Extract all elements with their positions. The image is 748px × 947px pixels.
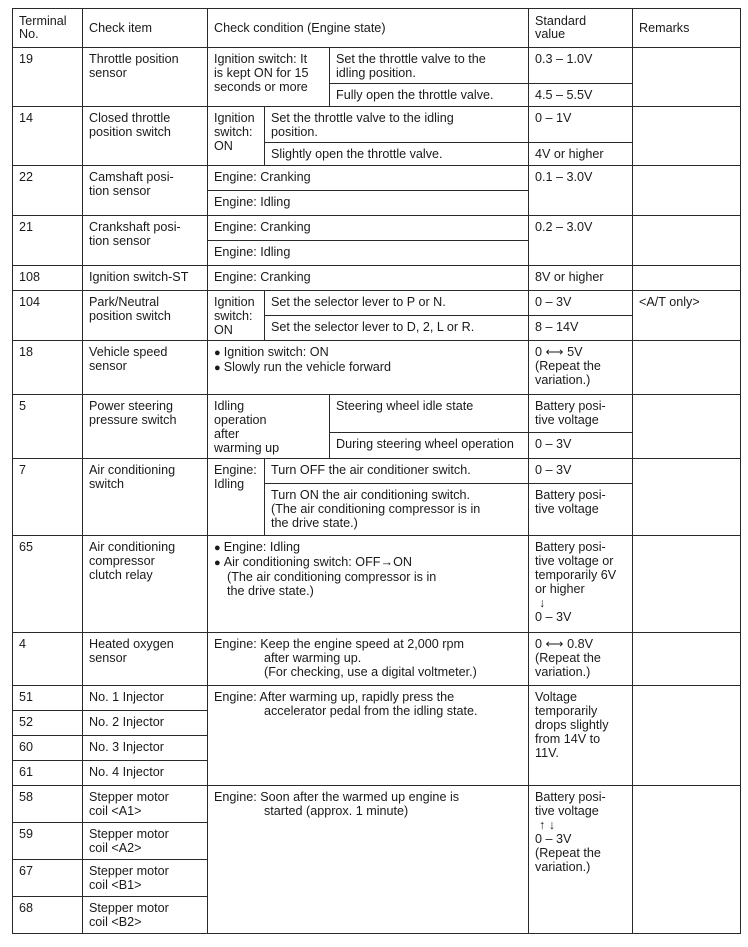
standard-value: 4.5 – 5.5V <box>529 84 633 107</box>
check-item: No. 2 Injector <box>83 711 208 736</box>
remarks-cell <box>633 459 741 536</box>
check-item: Park/Neutral position switch <box>83 291 208 341</box>
check-condition: Set the throttle valve to the idling position. <box>265 107 529 143</box>
standard-value: 0 – 3V <box>529 432 633 458</box>
check-condition: Engine: Idling <box>208 241 529 266</box>
terminal-number: 60 <box>13 736 83 761</box>
check-condition: Engine: Keep the engine speed at 2,000 rpm after warming up. (For checking, use a digital voltmeter.) <box>208 633 529 686</box>
check-item: No. 3 Injector <box>83 736 208 761</box>
terminal-number: 61 <box>13 761 83 786</box>
check-item: Crankshaft posi- tion sensor <box>83 216 208 266</box>
check-item: Power steering pressure switch <box>83 395 208 459</box>
standard-value: Voltage temporarily drops slightly from 14V to 11V. <box>529 686 633 786</box>
terminal-number: 104 <box>13 291 83 341</box>
check-item: Stepper motor coil <A1> <box>83 786 208 823</box>
condition-group: Engine: Idling <box>208 459 265 536</box>
standard-value: 0 ⟷ 0.8V (Repeat the variation.) <box>529 633 633 686</box>
header-check-item: Check item <box>83 9 208 48</box>
check-item: No. 4 Injector <box>83 761 208 786</box>
header-standard-value: Standard value <box>529 9 633 48</box>
terminal-number: 58 <box>13 786 83 823</box>
terminal-number: 51 <box>13 686 83 711</box>
remarks-cell <box>633 216 741 266</box>
terminal-number: 22 <box>13 166 83 216</box>
header-check-condition: Check condition (Engine state) <box>208 9 529 48</box>
terminal-number: 59 <box>13 823 83 860</box>
terminal-number: 68 <box>13 897 83 934</box>
terminal-number: 21 <box>13 216 83 266</box>
remarks-cell <box>633 686 741 786</box>
check-condition: Turn OFF the air conditioner switch. <box>265 459 529 484</box>
table-row <box>13 786 741 823</box>
standard-value: 0 ⟷ 5V (Repeat the variation.) <box>529 341 633 395</box>
check-condition: Fully open the throttle valve. <box>330 84 529 107</box>
remarks-cell: <A/T only> <box>633 291 741 341</box>
standard-value: 0.1 – 3.0V <box>529 166 633 216</box>
remarks-cell <box>633 536 741 633</box>
check-item: Throttle position sensor <box>83 48 208 107</box>
table-row <box>13 686 741 711</box>
standard-value: 0 – 3V <box>529 459 633 484</box>
standard-value: Battery posi- tive voltage ↑ ↓ 0 – 3V (Repeat the variation.) <box>529 786 633 934</box>
condition-group: Idling operation after warming up <box>208 395 330 459</box>
check-condition: Engine: Soon after the warmed up engine is started (approx. 1 minute) <box>208 786 529 934</box>
header-terminal: Terminal No. <box>13 9 83 48</box>
remarks-cell <box>633 395 741 459</box>
terminal-number: 65 <box>13 536 83 633</box>
terminal-number: 19 <box>13 48 83 107</box>
standard-value: 0 – 3V <box>529 291 633 316</box>
terminal-number: 14 <box>13 107 83 166</box>
check-item: Stepper motor coil <B1> <box>83 860 208 897</box>
remarks-cell <box>633 341 741 395</box>
check-condition: ● Ignition switch: ON ● Slowly run the vehicle forward <box>208 341 529 395</box>
check-item: Ignition switch-ST <box>83 266 208 291</box>
check-condition: Set the throttle valve to the idling position. <box>330 48 529 84</box>
standard-value: 8V or higher <box>529 266 633 291</box>
terminal-number: 52 <box>13 711 83 736</box>
table-row <box>13 341 741 395</box>
terminal-check-table <box>12 8 741 934</box>
check-condition: Engine: Idling <box>208 191 529 216</box>
condition-group: Ignition switch: ON <box>208 107 265 166</box>
check-item: No. 1 Injector <box>83 686 208 711</box>
check-condition: Steering wheel idle state <box>330 395 529 433</box>
table-header-row <box>13 9 741 48</box>
table-row <box>13 459 741 484</box>
table-row <box>13 266 741 291</box>
check-condition: Engine: Cranking <box>208 266 529 291</box>
terminal-number: 5 <box>13 395 83 459</box>
terminal-number: 108 <box>13 266 83 291</box>
condition-group: Ignition switch: It is kept ON for 15 seconds or more <box>208 48 330 107</box>
standard-value: Battery posi- tive voltage <box>529 395 633 433</box>
remarks-cell <box>633 166 741 216</box>
standard-value: Battery posi- tive voltage or temporarily 6V or higher ↓ 0 – 3V <box>529 536 633 633</box>
check-item: Heated oxygen sensor <box>83 633 208 686</box>
check-item: Air conditioning switch <box>83 459 208 536</box>
check-condition: Engine: After warming up, rapidly press the accelerator pedal from the idling state. <box>208 686 529 786</box>
check-condition: Engine: Cranking <box>208 216 529 241</box>
check-condition: During steering wheel operation <box>330 432 529 458</box>
check-item: Vehicle speed sensor <box>83 341 208 395</box>
table-row <box>13 633 741 686</box>
table-row <box>13 216 741 241</box>
table-row <box>13 48 741 84</box>
header-remarks: Remarks <box>633 9 741 48</box>
check-condition: Set the selector lever to D, 2, L or R. <box>265 316 529 341</box>
terminal-number: 4 <box>13 633 83 686</box>
check-item: Closed throttle position switch <box>83 107 208 166</box>
remarks-cell <box>633 633 741 686</box>
remarks-cell <box>633 786 741 934</box>
terminal-number: 7 <box>13 459 83 536</box>
condition-group: Ignition switch: ON <box>208 291 265 341</box>
table-row <box>13 166 741 191</box>
table-row <box>13 291 741 316</box>
check-condition: Slightly open the throttle valve. <box>265 143 529 166</box>
check-condition: ● Engine: Idling ● Air conditioning switch: OFF→ON (The air conditioning compressor is in the drive state.) <box>208 536 529 633</box>
terminal-number: 67 <box>13 860 83 897</box>
remarks-cell <box>633 107 741 166</box>
check-item: Stepper motor coil <B2> <box>83 897 208 934</box>
standard-value: 8 – 14V <box>529 316 633 341</box>
check-condition: Set the selector lever to P or N. <box>265 291 529 316</box>
standard-value: Battery posi- tive voltage <box>529 484 633 536</box>
table-row <box>13 536 741 633</box>
standard-value: 4V or higher <box>529 143 633 166</box>
standard-value: 0 – 1V <box>529 107 633 143</box>
check-item: Camshaft posi- tion sensor <box>83 166 208 216</box>
check-condition: Engine: Cranking <box>208 166 529 191</box>
standard-value: 0.2 – 3.0V <box>529 216 633 266</box>
remarks-cell <box>633 48 741 107</box>
check-condition: Turn ON the air conditioning switch. (The air conditioning compressor is in the drive state.) <box>265 484 529 536</box>
standard-value: 0.3 – 1.0V <box>529 48 633 84</box>
remarks-cell <box>633 266 741 291</box>
terminal-number: 18 <box>13 341 83 395</box>
check-item: Air conditioning compressor clutch relay <box>83 536 208 633</box>
check-item: Stepper motor coil <A2> <box>83 823 208 860</box>
table-row <box>13 395 741 433</box>
table-row <box>13 107 741 143</box>
